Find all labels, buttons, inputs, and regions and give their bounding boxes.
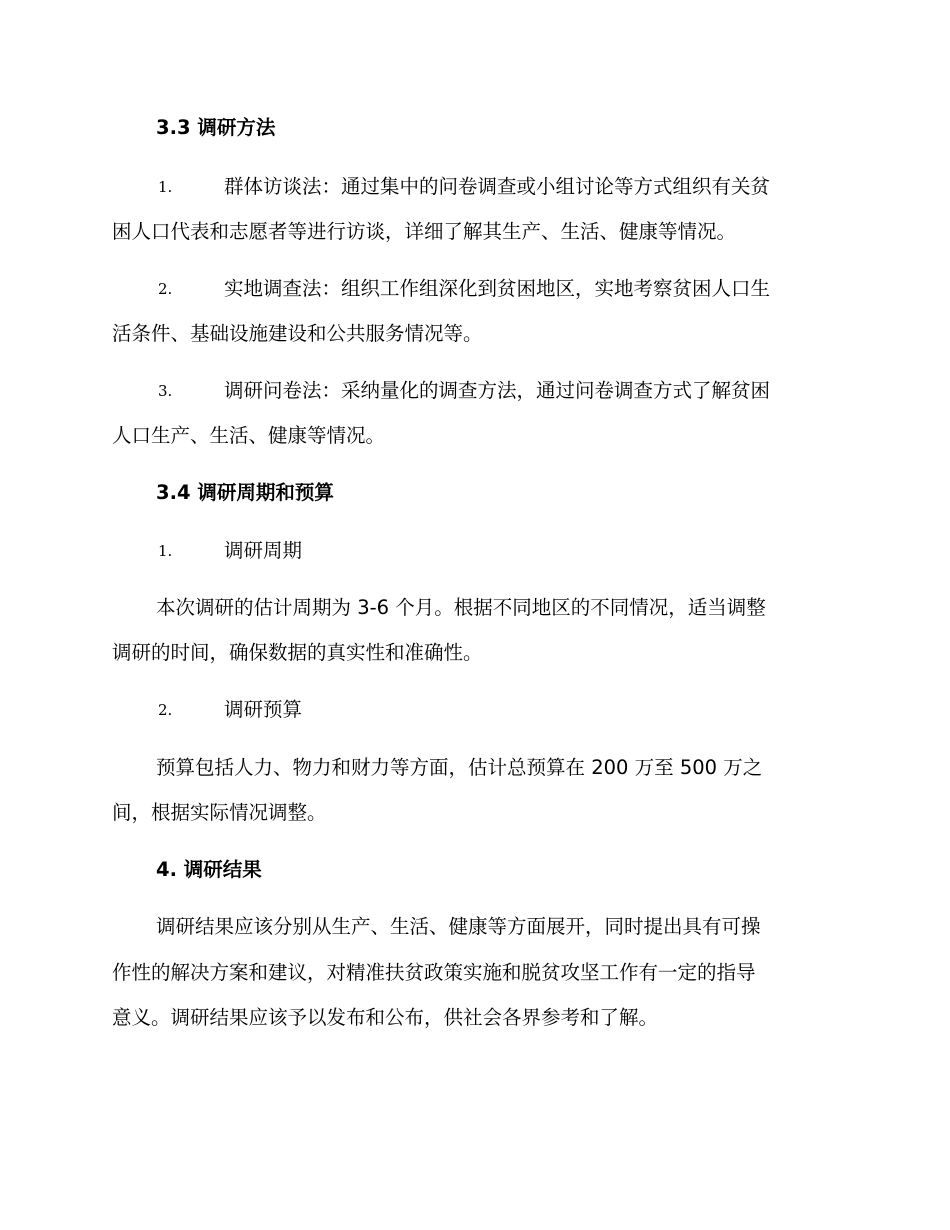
list-number: 1.: [158, 542, 173, 560]
paragraph-text: 作性的解决方案和建议，对精准扶贫政策实施和脱贫攻坚工作有一定的指导: [112, 961, 756, 984]
list-number: 3.: [158, 382, 173, 400]
list-number: 2.: [158, 701, 173, 719]
section-heading-3-4: 3.4 调研周期和预算: [156, 481, 334, 504]
section-heading-4: 4. 调研结果: [156, 858, 262, 881]
paragraph-text: 意义。调研结果应该予以发布和公布，供社会各界参考和了解。: [112, 1006, 659, 1029]
subsection-title: 调研周期: [224, 539, 303, 562]
paragraph-text: 本次调研的估计周期为 3-6 个月。根据不同地区的不同情况，适当调整: [156, 596, 766, 619]
list-item-text: 活条件、基础设施建设和公共服务情况等。: [112, 322, 483, 345]
list-item-text: 实地调查法：组织工作组深化到贫困地区，实地考察贫困人口生: [224, 277, 771, 300]
paragraph-text: 调研结果应该分别从生产、生活、健康等方面展开，同时提出具有可操: [156, 915, 761, 938]
list-item-text: 人口生产、生活、健康等情况。: [112, 424, 386, 447]
list-item-text: 调研问卷法：采纳量化的调查方法，通过问卷调查方式了解贫困: [224, 379, 771, 402]
paragraph-text: 调研的时间，确保数据的真实性和准确性。: [112, 641, 483, 664]
paragraph-text: 预算包括人力、物力和财力等方面，估计总预算在 200 万至 500 万之: [156, 756, 763, 779]
list-item-text: 群体访谈法：通过集中的问卷调查或小组讨论等方式组织有关贫: [224, 175, 771, 198]
list-number: 2.: [158, 280, 173, 298]
list-item-text: 困人口代表和志愿者等进行访谈，详细了解其生产、生活、健康等情况。: [112, 220, 737, 243]
subsection-title: 调研预算: [224, 698, 303, 721]
paragraph-text: 间，根据实际情况调整。: [112, 801, 327, 824]
list-number: 1.: [158, 178, 173, 196]
section-heading-3-3: 3.3 调研方法: [156, 116, 276, 139]
